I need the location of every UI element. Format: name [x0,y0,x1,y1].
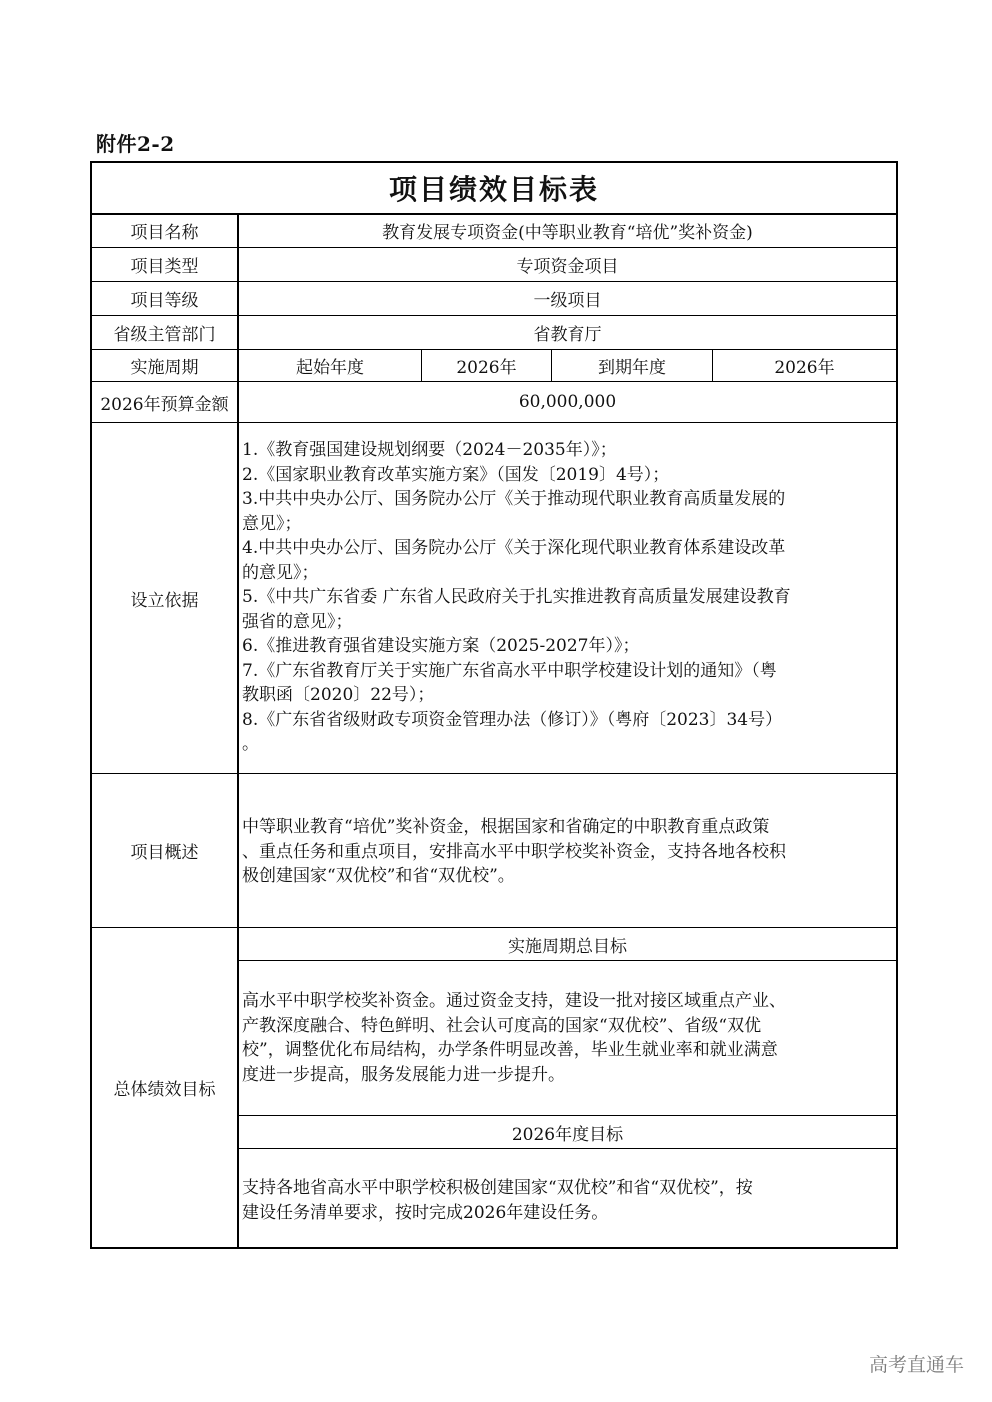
basis-line: 教职函〔2020〕22号）； [242,685,435,705]
basis-line: 4.中共中央办公厅、国务院办公厅《关于深化现代职业教育体系建设改革 [242,538,786,558]
basis-line: 的意见》； [242,562,319,583]
label-overall-goals: 总体绩效目标 [113,1080,216,1100]
goal-line: 度进一步提高，服务发展能力进一步提升。 [242,1064,565,1085]
label-project-level: 项目等级 [130,291,199,311]
label-period: 实施周期 [130,358,199,378]
period-goal-text [239,989,896,1099]
label-end-year: 到期年度 [598,358,666,378]
performance-target-table [90,161,898,1249]
divider [238,1148,896,1149]
basis-line: 2.《国家职业教育改革实施方案》（国发〔2019〕4号）； [242,464,670,485]
value-project-type: 专项资金项目 [516,257,619,277]
label-basis: 设立依据 [130,590,199,611]
watermark: 高考直通车 [868,1354,964,1376]
basis-line: 强省的意见》； [242,611,353,632]
basis-line: 8.《广东省省级财政专项资金管理办法（修订）》（粤府〔2023〕34号） [242,709,783,730]
value-start-year: 2026年 [456,358,517,378]
basis-line: 3.中共中央办公厅、国务院办公厅《关于推动现代职业教育高质量发展的 [242,489,786,509]
divider [238,960,896,961]
overview-line: 、重点任务和重点项目，安排高水平中职学校奖补资金，支持各地各校积 [242,841,786,862]
goal-line: 高水平中职学校奖补资金。通过资金支持，建设一批对接区域重点产业、 [242,991,786,1011]
goal-line: 产教深度融合、特色鲜明、社会认可度高的国家“双优校”、省级“双优 [242,1015,762,1036]
value-project-level: 一级项目 [533,291,602,311]
label-project-type: 项目类型 [130,257,199,277]
label-overview: 项目概述 [130,843,199,863]
basis-line: 7.《广东省教育厅关于实施广东省高水平中职学校建设计划的通知》（粤 [242,660,777,681]
basis-line: 意见》； [242,513,302,534]
heading-year-goal: 2026年度目标 [511,1124,624,1145]
basis-line: 。 [242,734,259,754]
label-budget: 2026年预算金额 [100,394,229,415]
goal-line: 支持各地省高水平中职学校积极创建国家“双优校”和省“双优校”，按 [242,1178,753,1198]
attachment-label: 附件2-2 [96,132,175,156]
label-department: 省级主管部门 [113,325,216,345]
heading-period-goal: 实施周期总目标 [508,936,627,957]
basis-line: 5.《中共广东省委 广东省人民政府关于扎实推进教育高质量发展建设教育 [242,587,791,607]
basis-line: 6.《推进教育强省建设实施方案（2025-2027年）》； [242,636,640,656]
goal-line: 校”，调整优化布局结构，办学条件明显改善，毕业生就业率和就业满意 [242,1040,778,1060]
overview-line: 中等职业教育“培优”奖补资金，根据国家和省确定的中职教育重点政策 [242,817,770,837]
overview-text [239,815,896,895]
basis-list [239,423,896,773]
table-title: 项目绩效目标表 [388,173,599,206]
basis-line: 1.《教育强国建设规划纲要（2024－2035年）》； [242,440,617,460]
value-department: 省教育厅 [533,325,602,345]
label-start-year: 起始年度 [296,358,364,378]
label-project-name: 项目名称 [130,223,199,243]
overview-line: 极创建国家“双优校”和省“双优校”。 [242,866,515,886]
value-end-year: 2026年 [774,358,835,378]
value-project-name: 教育发展专项资金(中等职业教育“培优”奖补资金) [382,223,753,243]
value-budget: 60,000,000 [518,392,617,412]
year-goal-text [239,1176,896,1236]
goal-line: 建设任务清单要求，按时完成2026年建设任务。 [242,1202,609,1223]
